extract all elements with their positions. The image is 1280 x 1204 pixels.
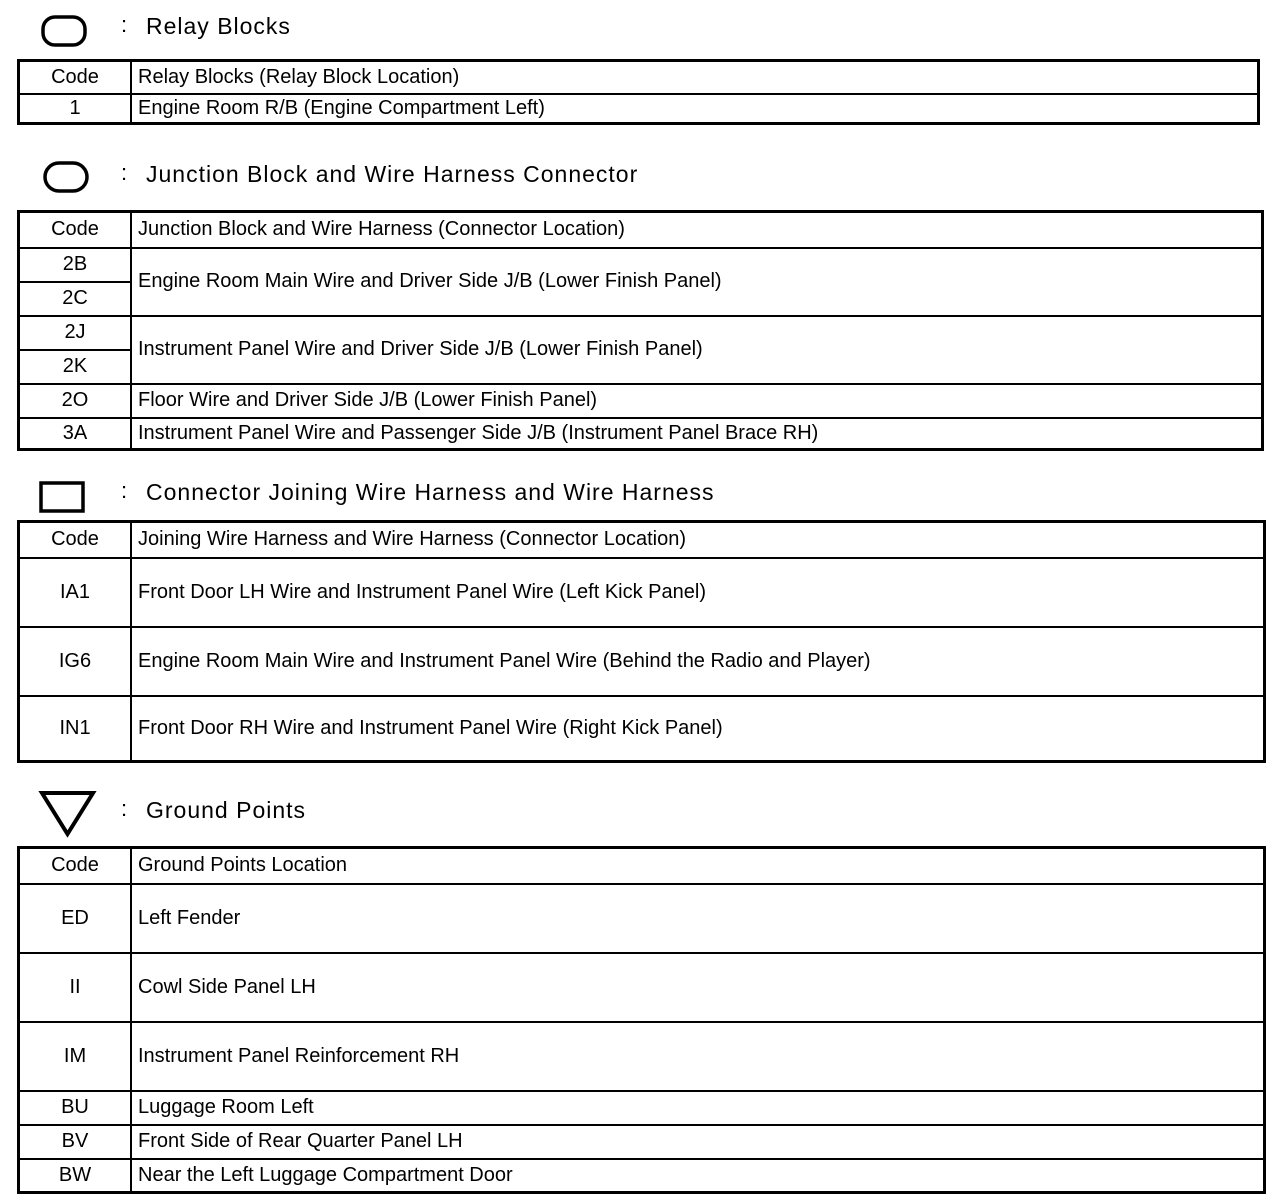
row-code: 2O: [19, 384, 132, 418]
triangle-down-icon: [38, 788, 98, 840]
row-code: ED: [19, 884, 132, 953]
row-description: Engine Room Main Wire and Instrument Panel Wire (Behind the Radio and Player): [131, 627, 1265, 696]
table-row: [19, 558, 1265, 627]
row-code: BV: [19, 1125, 132, 1159]
row-code: IN1: [19, 696, 132, 762]
rounded-rect-icon: [40, 14, 90, 48]
header-code: Code: [19, 212, 132, 248]
square-icon: [38, 480, 86, 514]
junction-block-table: [17, 210, 1264, 451]
colon: :: [121, 478, 128, 503]
table-row: [19, 884, 1265, 953]
row-code: 2J: [19, 316, 132, 350]
colon: :: [121, 12, 128, 37]
section-title: Relay Blocks: [146, 13, 291, 39]
header-description: Ground Points Location: [131, 848, 1265, 884]
table-row: [19, 627, 1265, 696]
table-header-row: [19, 522, 1265, 558]
table-row: [19, 248, 1263, 282]
header-code: Code: [19, 848, 132, 884]
row-code: 2B: [19, 248, 132, 282]
header-description: Junction Block and Wire Harness (Connector Location): [131, 212, 1263, 248]
oval-icon: [42, 160, 90, 194]
row-description: Instrument Panel Wire and Driver Side J/B (Lower Finish Panel): [131, 316, 1263, 384]
row-code: II: [19, 953, 132, 1022]
table-row: [19, 316, 1263, 350]
table-row: [19, 1125, 1265, 1159]
row-code: BU: [19, 1091, 132, 1125]
row-description: Instrument Panel Reinforcement RH: [131, 1022, 1265, 1091]
table-row: [19, 94, 1259, 124]
row-code: 2C: [19, 282, 132, 316]
row-description: Luggage Room Left: [131, 1091, 1265, 1125]
header-code: Code: [19, 522, 132, 558]
table-row: [19, 953, 1265, 1022]
row-description: Cowl Side Panel LH: [131, 953, 1265, 1022]
table-row: [19, 1091, 1265, 1125]
row-code: BW: [19, 1159, 132, 1193]
section-heading-junction-block: [0, 156, 1280, 196]
row-code: 1: [19, 94, 132, 124]
row-code: IM: [19, 1022, 132, 1091]
row-code: 3A: [19, 418, 132, 450]
section-heading-relay-blocks: [0, 8, 1280, 48]
row-description: Engine Room R/B (Engine Compartment Left): [131, 94, 1259, 124]
row-code: IA1: [19, 558, 132, 627]
table-header-row: [19, 848, 1265, 884]
table-row: [19, 696, 1265, 762]
table-row: [19, 384, 1263, 418]
header-description: Relay Blocks (Relay Block Location): [131, 61, 1259, 94]
row-description: Front Side of Rear Quarter Panel LH: [131, 1125, 1265, 1159]
row-description: Left Fender: [131, 884, 1265, 953]
colon: :: [121, 160, 128, 185]
relay-blocks-table: [17, 59, 1260, 125]
row-code: 2K: [19, 350, 132, 384]
section-heading-connector-joining: [0, 474, 1280, 514]
header-code: Code: [19, 61, 132, 94]
table-header-row: [19, 61, 1259, 94]
table-row: [19, 418, 1263, 450]
row-code: IG6: [19, 627, 132, 696]
section-title: Ground Points: [146, 797, 307, 823]
connector-joining-table: [17, 520, 1266, 763]
section-title: Connector Joining Wire Harness and Wire Harness: [146, 479, 715, 505]
section-heading-ground-points: [0, 788, 1280, 828]
section-title: Junction Block and Wire Harness Connector: [146, 161, 639, 187]
header-description: Joining Wire Harness and Wire Harness (Connector Location): [131, 522, 1265, 558]
row-description: Floor Wire and Driver Side J/B (Lower Finish Panel): [131, 384, 1263, 418]
table-row: [19, 1022, 1265, 1091]
row-description: Engine Room Main Wire and Driver Side J/B (Lower Finish Panel): [131, 248, 1263, 316]
table-header-row: [19, 212, 1263, 248]
table-row: [19, 1159, 1265, 1193]
row-description: Near the Left Luggage Compartment Door: [131, 1159, 1265, 1193]
ground-points-table: [17, 846, 1266, 1194]
row-description: Front Door LH Wire and Instrument Panel Wire (Left Kick Panel): [131, 558, 1265, 627]
row-description: Front Door RH Wire and Instrument Panel Wire (Right Kick Panel): [131, 696, 1265, 762]
row-description: Instrument Panel Wire and Passenger Side J/B (Instrument Panel Brace RH): [131, 418, 1263, 450]
colon: :: [121, 796, 128, 821]
